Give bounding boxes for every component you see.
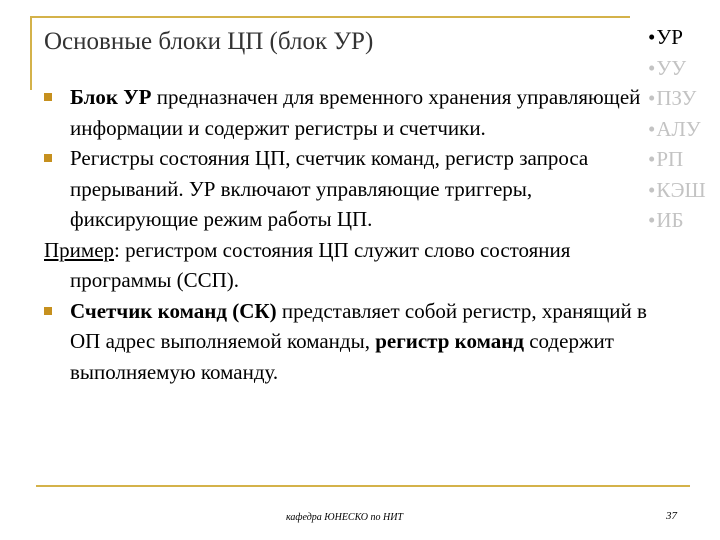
paragraph-text: содержит выполняемую команду. xyxy=(70,329,614,384)
paragraph-ur-block xyxy=(44,82,654,143)
square-bullet-icon xyxy=(44,307,52,315)
paragraph-text: представляет собой регистр, хранящий в ОП адрес выполняемой команды, xyxy=(70,298,647,353)
footer-divider xyxy=(36,485,690,487)
side-navigation-list xyxy=(648,22,706,236)
bold-term: Блок УР xyxy=(70,85,152,109)
paragraph-text: Регистры состояния ЦП, счетчик команд, регистр запроса прерываний. УР включают управляющие триггеры, фиксирующие режим работы ЦП. xyxy=(70,146,589,231)
frame-left-line xyxy=(30,16,32,90)
frame-top-line xyxy=(30,16,630,18)
paragraph-text: : регистром состояния ЦП служит слово состояния xyxy=(114,237,571,262)
bold-term: регистр команд xyxy=(375,329,524,353)
side-item-rp: •РП xyxy=(648,147,684,171)
slide-title: Основные блоки ЦП (блок УР) xyxy=(44,28,374,55)
square-bullet-icon xyxy=(44,154,52,162)
paragraph-program-counter xyxy=(44,296,654,388)
page-number: 37 xyxy=(666,510,677,522)
paragraph-registers xyxy=(44,143,654,235)
side-item-ur: •УР xyxy=(648,25,683,49)
side-item-cache: •КЭШ xyxy=(648,177,706,202)
bold-term: Счетчик команд (СК) xyxy=(70,298,277,323)
slide-body xyxy=(44,82,654,387)
paragraph-example xyxy=(44,235,654,296)
footer-caption: кафедра ЮНЕСКО по НИТ xyxy=(286,512,403,523)
side-item-alu: •АЛУ xyxy=(648,116,701,141)
square-bullet-icon xyxy=(44,93,52,101)
side-item-pzu: •ПЗУ xyxy=(648,86,697,110)
example-label: Пример xyxy=(44,237,115,262)
paragraph-text-continued: программы (ССП). xyxy=(70,268,240,292)
side-item-ib: •ИБ xyxy=(648,208,684,232)
side-item-uu: •УУ xyxy=(648,55,687,80)
paragraph-text: предназначен для временного хранения управляющей информации и содержит регистры и счетчики. xyxy=(70,85,641,140)
